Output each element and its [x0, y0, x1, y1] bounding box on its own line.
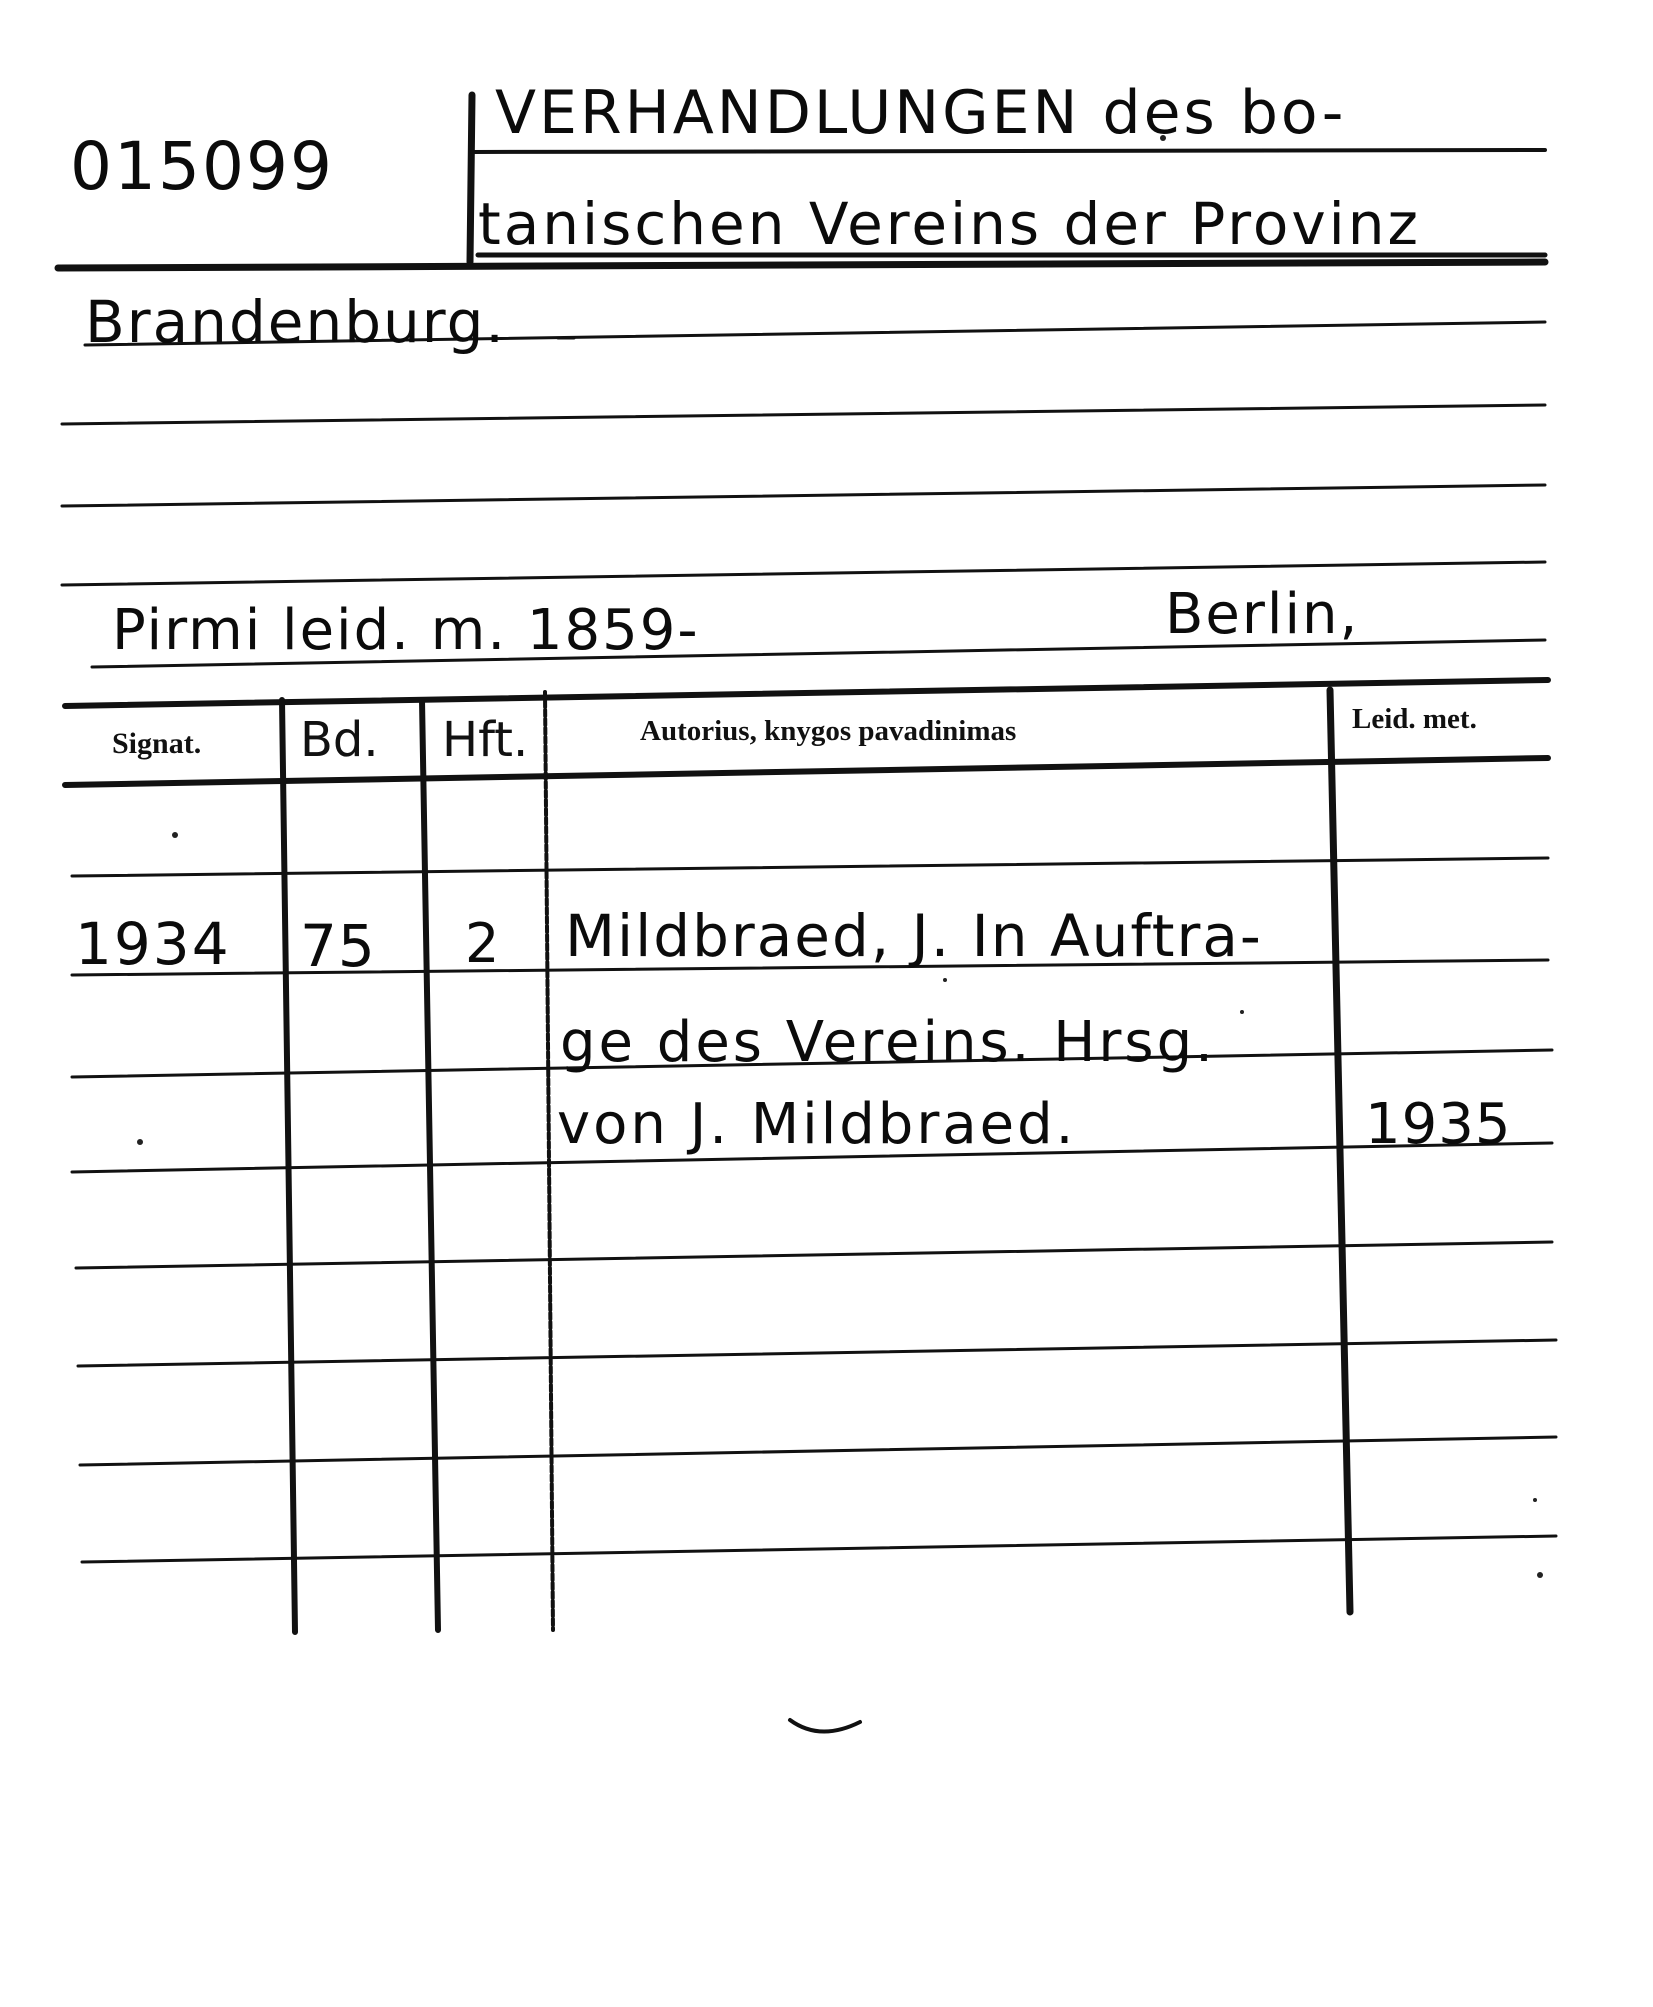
column-header-hft: Hft.: [442, 712, 529, 768]
column-header-bd: Bd.: [300, 712, 379, 768]
row-description-line: von J. Mildbraed.: [557, 1092, 1077, 1157]
table-top-rule: [65, 680, 1548, 706]
row-description-line: ge des Vereins. Hrsg.: [560, 1010, 1216, 1075]
column-rule-hft: [545, 692, 553, 1630]
title-line-1: VERHANDLUNGEN des bo-: [495, 78, 1347, 148]
catalog-number: 015099: [70, 128, 334, 205]
row-signat: 1934: [75, 910, 231, 978]
column-header-autorius: Autorius, knygos pavadinimas: [640, 715, 1017, 747]
column-rule-autorius: [1330, 690, 1350, 1612]
card-bottom-mark: [790, 1720, 860, 1732]
first-published-note: Pirmi leid. m. 1859-: [112, 598, 700, 663]
row-bd: 75: [300, 912, 376, 980]
title-margin-rule: [470, 95, 472, 262]
title-line-3: Brandenburg.: [85, 288, 506, 356]
column-header-leid-met: Leid. met.: [1352, 703, 1477, 735]
row-hft: 2: [465, 912, 501, 975]
title-underline-1: [472, 150, 1545, 152]
row-description-line: Mildbraed, J. In Auftra-: [565, 902, 1263, 970]
publication-place: Berlin,: [1165, 582, 1360, 647]
table-header-rule: [65, 758, 1548, 785]
column-header-signat: Signat.: [112, 727, 202, 760]
row-year: 1935: [1365, 1092, 1512, 1157]
heavy-top-rule: [58, 262, 1545, 268]
title-line-2: tanischen Vereins der Provinz: [478, 190, 1421, 258]
column-rule-signat: [282, 700, 295, 1632]
